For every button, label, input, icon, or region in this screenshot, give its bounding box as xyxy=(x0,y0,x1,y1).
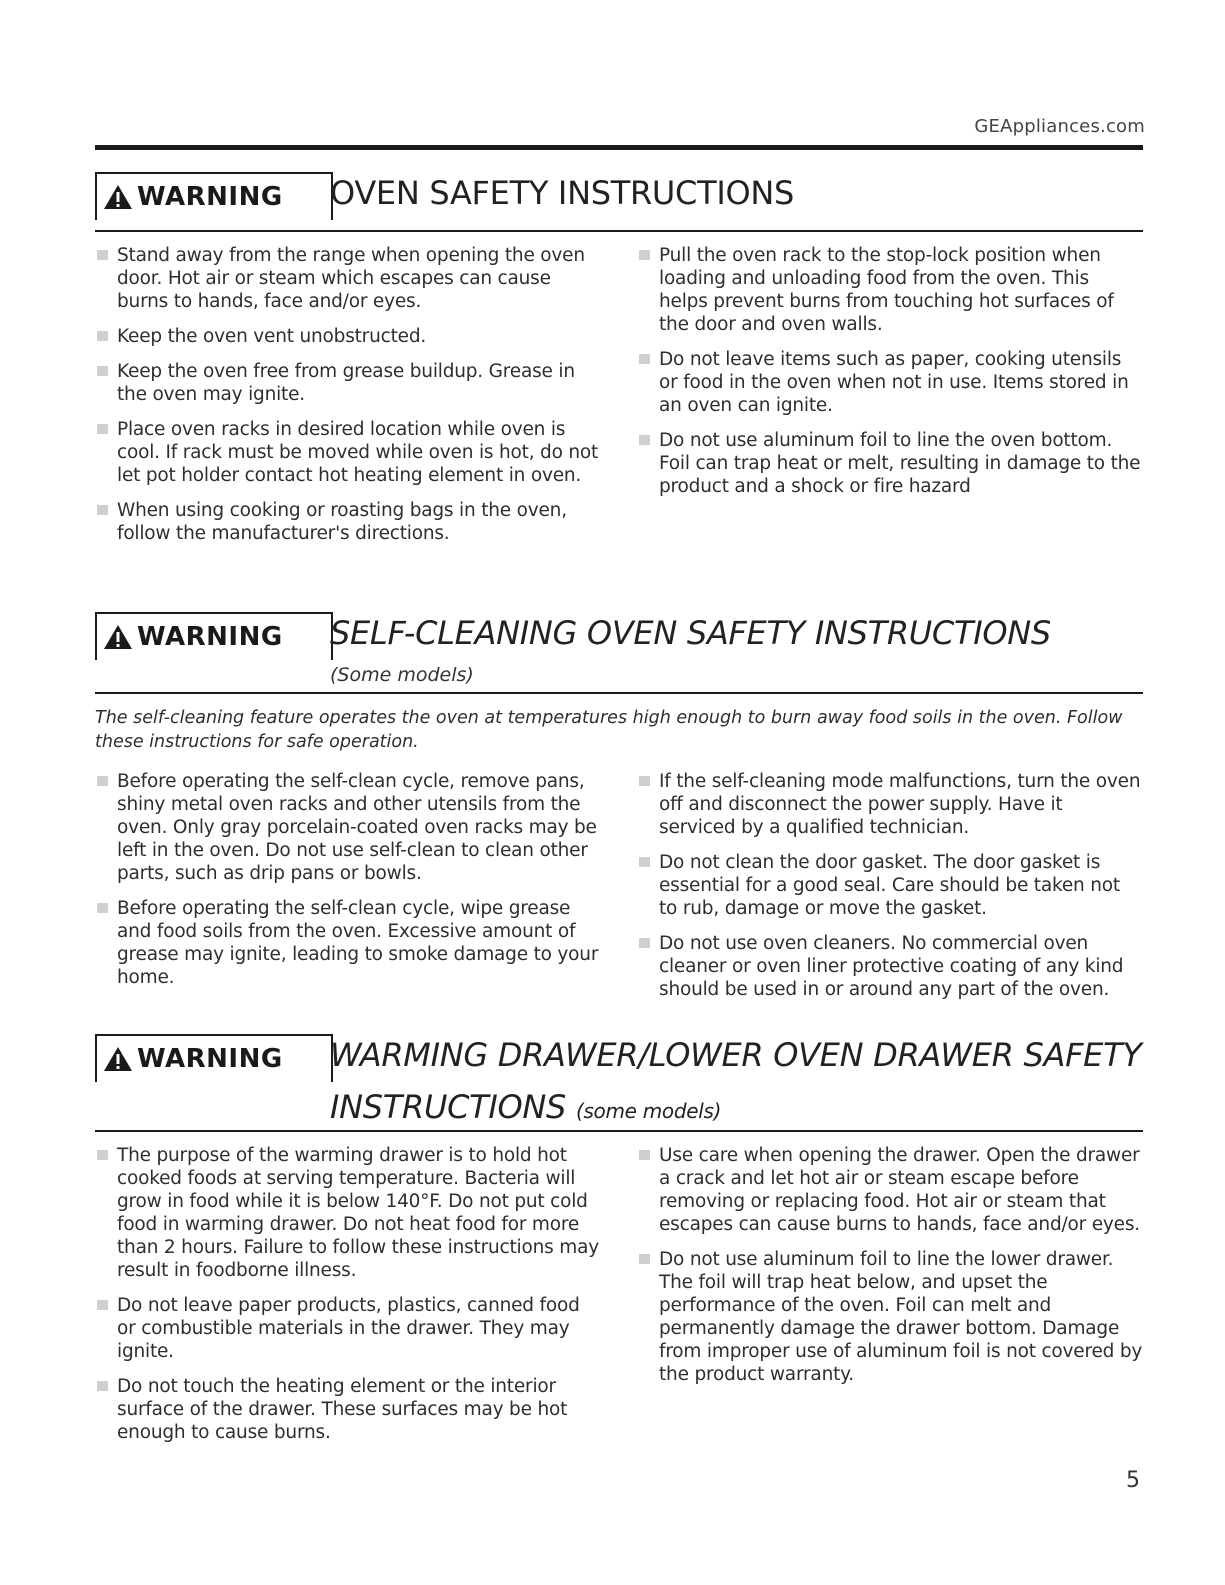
bullet-icon xyxy=(639,857,650,867)
section-title-line-1: WARMING DRAWER/LOWER OVEN DRAWER SAFETY xyxy=(330,1036,1142,1074)
warning-label: WARNING xyxy=(137,1044,283,1074)
list-item: Do not clean the door gasket. The door gasket is essential for a good seal. Care should be taken not to rub, damage or move the gasket. xyxy=(637,851,1143,920)
section-title: OVEN SAFETY INSTRUCTIONS xyxy=(330,174,794,212)
bullet-icon xyxy=(97,505,108,515)
bullet-icon xyxy=(639,776,650,786)
list-item: Keep the oven vent unobstructed. xyxy=(95,325,601,348)
warning-triangle-icon xyxy=(103,623,133,651)
section-title-word: INSTRUCTIONS xyxy=(330,1088,567,1126)
left-column xyxy=(95,244,601,557)
bullet-icon xyxy=(97,250,108,260)
list-item: Use care when opening the drawer. Open the drawer a crack and let hot air or steam escape before removing or replacing food. Hot air or steam that escapes can cause burns to hands, face and/or eyes. xyxy=(637,1144,1143,1236)
bullet-icon xyxy=(639,938,650,948)
list-item: When using cooking or roasting bags in the oven, follow the manufacturer's directions. xyxy=(95,499,601,545)
list-item: Before operating the self-clean cycle, wipe grease and food soils from the oven. Excessive amount of grease may ignite, leading to smoke damage to your home. xyxy=(95,897,601,989)
section-rule xyxy=(95,692,1143,694)
list-item: Do not leave paper products, plastics, canned food or combustible materials in the drawer. They may ignite. xyxy=(95,1294,601,1363)
bullet-icon xyxy=(97,1150,108,1160)
bullet-icon xyxy=(639,1254,650,1264)
bullet-icon xyxy=(97,331,108,341)
list-item: Keep the oven free from grease buildup. Grease in the oven may ignite. xyxy=(95,360,601,406)
bullet-icon xyxy=(97,1381,108,1391)
list-item: Pull the oven rack to the stop-lock position when loading and unloading food from the oven. This helps prevent burns from touching hot surfaces of the door and oven walls. xyxy=(637,244,1143,336)
bullet-icon xyxy=(639,435,650,445)
list-item: Do not use aluminum foil to line the lower drawer. The foil will trap heat below, and upset the performance of the oven. Foil can melt and permanently damage the drawer bottom. Damage from improper use of aluminum foil is not covered by the product warranty. xyxy=(637,1248,1143,1386)
section-subtitle: (Some models) xyxy=(330,664,474,686)
left-column xyxy=(95,770,601,1013)
list-item: Do not use aluminum foil to line the oven bottom. Foil can trap heat or melt, resulting in damage to the product and a shock or fire hazard xyxy=(637,429,1143,498)
warning-triangle-icon xyxy=(103,1045,133,1073)
bullet-icon xyxy=(97,424,108,434)
two-column-list xyxy=(95,244,1143,557)
bullet-icon xyxy=(97,776,108,786)
bullet-icon xyxy=(639,354,650,364)
list-item: Do not leave items such as paper, cooking utensils or food in the oven when not in use. Items stored in an oven can ignite. xyxy=(637,348,1143,417)
section-heading xyxy=(95,1034,1143,1094)
list-item: Place oven racks in desired location while oven is cool. If rack must be moved while oven is hot, do not let pot holder contact hot heating element in oven. xyxy=(95,418,601,487)
intro-text: The self-cleaning feature operates the oven at temperatures high enough to burn away food soils in the oven. Follow these instructions for safe operation. xyxy=(95,708,1123,752)
right-column xyxy=(637,770,1143,1013)
list-item: Stand away from the range when opening the oven door. Hot air or steam which escapes can cause burns to hands, face and/or eyes. xyxy=(95,244,601,313)
section-rule xyxy=(95,230,1143,232)
list-item: If the self-cleaning mode malfunctions, turn the oven off and disconnect the power supply. Have it serviced by a qualified technician. xyxy=(637,770,1143,839)
warming-drawer-section xyxy=(95,1034,1143,1443)
self-cleaning-section xyxy=(95,612,1143,1000)
oven-safety-section xyxy=(95,172,1143,544)
list-item: The purpose of the warming drawer is to hold hot cooked foods at serving temperature. Bacteria will grow in food while it is below 140°F. Do not put cold food in warming drawer. Do not heat food for more than 2 hours. Failure to follow these instructions may result in foodborne illness. xyxy=(95,1144,601,1282)
warning-label-box xyxy=(95,172,333,220)
two-column-list xyxy=(95,770,1143,1013)
right-column xyxy=(637,1144,1143,1456)
top-rule xyxy=(95,145,1143,150)
bullet-icon xyxy=(97,903,108,913)
warning-label: WARNING xyxy=(137,182,283,212)
right-column xyxy=(637,244,1143,557)
warning-label-box xyxy=(95,1034,333,1082)
section-heading xyxy=(95,612,1143,672)
site-url: GEAppliances.com xyxy=(974,116,1145,137)
bullet-icon xyxy=(97,1300,108,1310)
section-title-line-2 xyxy=(330,1088,721,1126)
bullet-icon xyxy=(97,366,108,376)
warning-label-box xyxy=(95,612,333,660)
page-number: 5 xyxy=(1126,1468,1140,1493)
section-title-note: (some models) xyxy=(575,1099,722,1123)
list-item: Do not use oven cleaners. No commercial oven cleaner or oven liner protective coating of any kind should be used in or around any part of the oven. xyxy=(637,932,1143,1001)
list-item: Do not touch the heating element or the interior surface of the drawer. These surfaces may be hot enough to cause burns. xyxy=(95,1375,601,1444)
section-rule xyxy=(95,1130,1143,1132)
bullet-icon xyxy=(639,1150,650,1160)
list-item: Before operating the self-clean cycle, remove pans, shiny metal oven racks and other utensils from the oven. Only gray porcelain-coated oven racks may be left in the oven. Do not use self-clean to clean other parts, such as drip pans or bowls. xyxy=(95,770,601,885)
warning-triangle-icon xyxy=(103,183,133,211)
left-column xyxy=(95,1144,601,1456)
warning-label: WARNING xyxy=(137,622,283,652)
two-column-list xyxy=(95,1144,1143,1456)
bullet-icon xyxy=(639,250,650,260)
section-heading xyxy=(95,172,1143,232)
section-title: SELF-CLEANING OVEN SAFETY INSTRUCTIONS xyxy=(330,614,1051,652)
